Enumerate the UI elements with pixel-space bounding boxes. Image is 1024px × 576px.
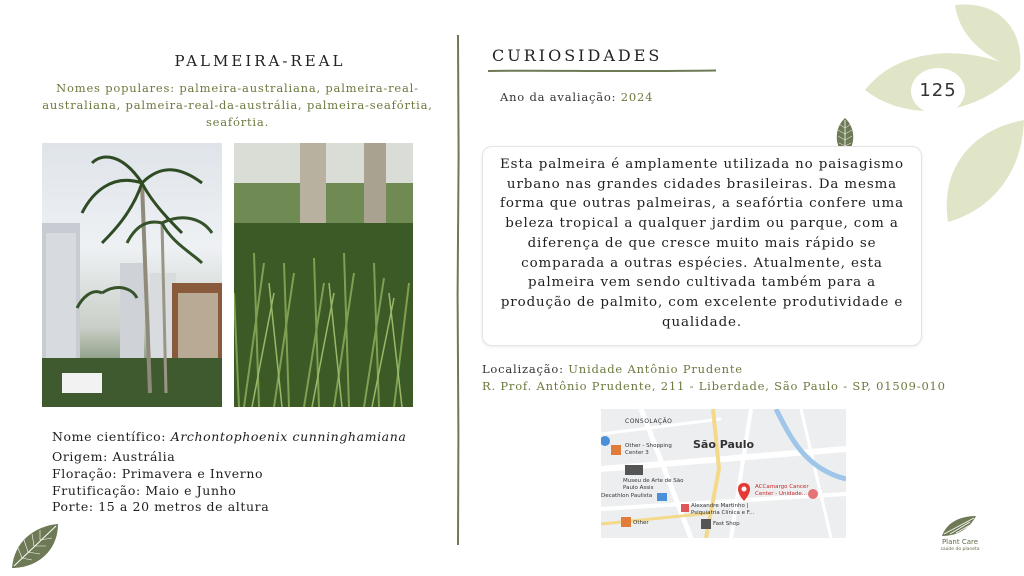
location-map[interactable] — [601, 409, 846, 538]
map-city: São Paulo — [693, 438, 755, 451]
map-poi-shopping: Other - Shopping Center 3 — [625, 443, 672, 456]
fruiting: Frutificação: Maio e Junho — [52, 483, 237, 498]
evaluation-year — [500, 90, 653, 104]
scientific-name: Archontophoenix cunninghamiana — [170, 429, 407, 444]
plant-title: PALMEIRA-REAL — [174, 52, 346, 70]
size: Porte: 15 a 20 metros de altura — [52, 499, 270, 514]
leaf-decoration-bottom-left — [8, 522, 62, 572]
map-poi-fastshop: Fast Shop — [713, 521, 740, 527]
map-poi-museum: Museu de Arte de São Paulo Assis — [623, 478, 684, 491]
brand-tagline: saúde do planeta — [940, 547, 980, 552]
location-unit: Unidade Antônio Prudente — [568, 362, 743, 376]
page-number-badge: 125 — [919, 80, 957, 101]
map-poi-other: Other — [633, 520, 649, 526]
location-label: Localização: — [482, 362, 569, 376]
flowering: Floração: Primavera e Inverno — [52, 466, 264, 481]
scientific-name-line — [52, 429, 406, 444]
location-block — [482, 361, 946, 395]
map-district: CONSOLAÇÃO — [625, 418, 673, 425]
year-label: Ano da avaliação: — [500, 90, 621, 104]
origin: Origem: Austrália — [52, 449, 176, 464]
curiosities-title: CURIOSIDADES — [492, 46, 663, 65]
brand-name: Plant Care — [941, 538, 979, 546]
map-poi-accamargo: ACCamargo Cancer Center - Unidade... — [755, 484, 809, 497]
title-underline — [488, 68, 716, 74]
curiosity-text: Esta palmeira é amplamente utilizada no paisagismo urbano nas grandes cidades brasileiras. Da mesma forma que outras palmeiras, a seafórtia confere uma beleza tropical a qualquer jardim ou parque, com a diferença de que cresce muito mais rápido se comparada a outras espécies. Atualmente, esta palmeira vem sendo cultivada também para a produção de palmito, com excelente produtividade e qualidade. — [499, 157, 905, 330]
popular-names: Nomes populares: palmeira-australiana, palmeira-real-australiana, palmeira-real-da-austrália, palmeira-seafórtia, seafórtia. — [42, 81, 433, 129]
brand — [925, 538, 995, 554]
palm-photo-building — [42, 143, 222, 407]
map-poi-decathlon: Decathlon Paulista — [601, 493, 653, 499]
map-poi-alexandre: Alexandre Martinho | Psiquiatria Clínica e F... — [691, 503, 755, 516]
address: R. Prof. Antônio Prudente, 211 - Liberdade, São Paulo - SP, 01509-010 — [482, 379, 946, 393]
plant-care-logo-icon — [940, 514, 980, 538]
scientific-name-label: Nome científico: — [52, 429, 171, 444]
palm-photo-garden — [234, 143, 413, 407]
curiosity-box — [482, 146, 922, 346]
year-value: 2024 — [620, 90, 654, 104]
vertical-divider — [456, 35, 460, 545]
